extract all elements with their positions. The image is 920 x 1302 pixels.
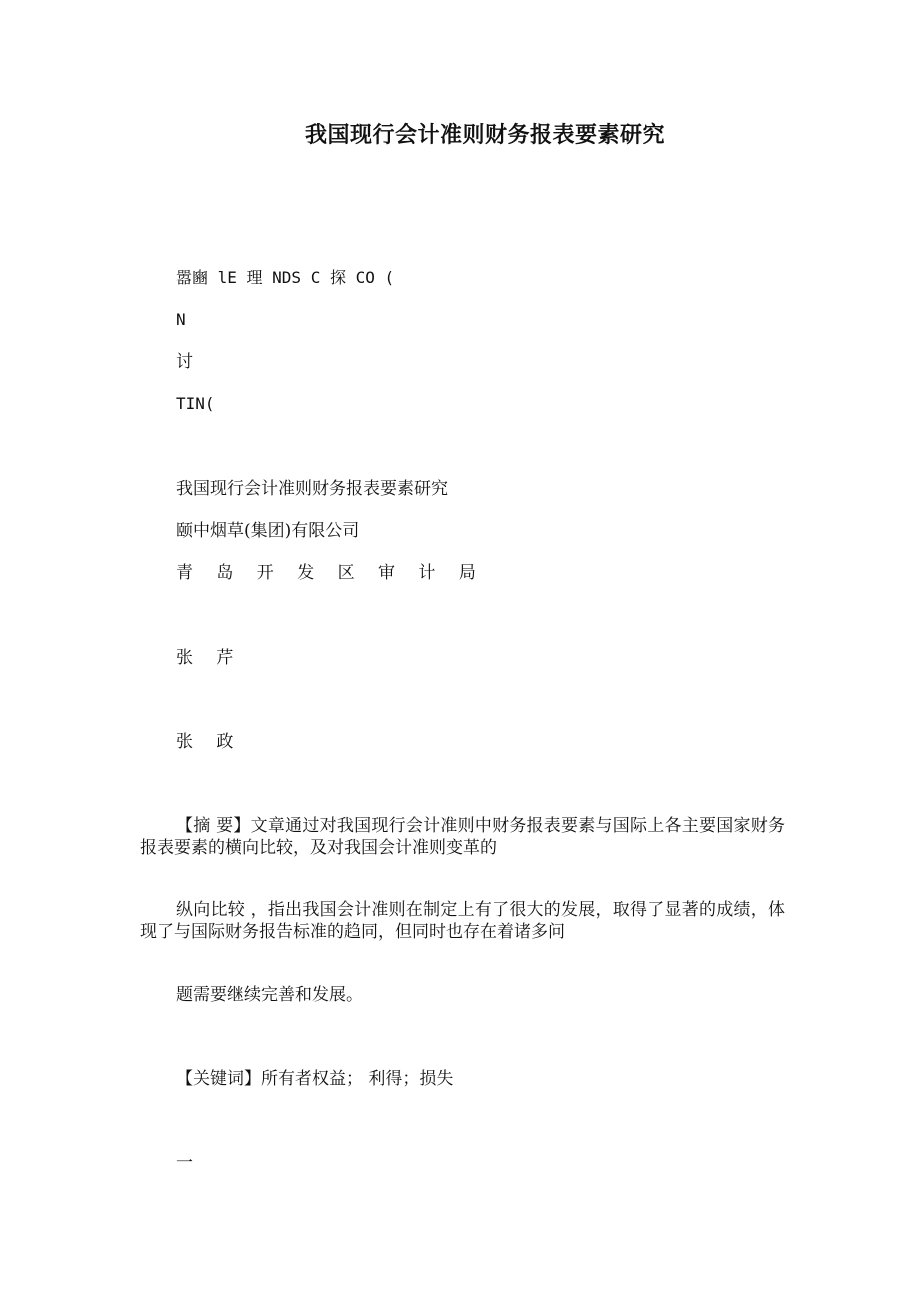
author-1: 张 芹 [176,648,243,668]
abstract-text-1: 【摘 要】文章通过对我国现行会计准则中财务报表要素与国际上各主要国家财务报表要素的横向比较，及对我国会计准则变革的 [140,816,785,858]
author-2: 张 政 [176,732,243,752]
abstract-paragraph-2 [140,899,785,943]
garbled-line-2: N [176,310,186,329]
document-title: 我国现行会计准则财务报表要素研究 [304,122,665,148]
abstract-paragraph-1 [140,815,785,859]
keywords: 【关键词】所有者权益； 利得；损失 [176,1069,454,1089]
garbled-line-3: 讨 [176,352,193,372]
section-mark: 一 [176,1153,193,1173]
affiliation-2: 青 岛 开 发 区 审 计 局 [176,563,485,583]
subtitle: 我国现行会计准则财务报表要素研究 [176,479,448,499]
abstract-text-2: 纵向比较 ，指出我国会计准则在制定上有了很大的发展，取得了显著的成绩，体现了与国际财务报告标准的趋同，但同时也存在着诸多问 [140,900,785,942]
affiliation-1: 颐中烟草(集团)有限公司 [176,521,360,541]
abstract-paragraph-3: 题需要继续完善和发展。 [176,985,363,1005]
garbled-line-4: TIN( [176,394,215,413]
garbled-line-1: 嚣豳 lE 理 NDS C 探 CO ( [176,268,395,287]
